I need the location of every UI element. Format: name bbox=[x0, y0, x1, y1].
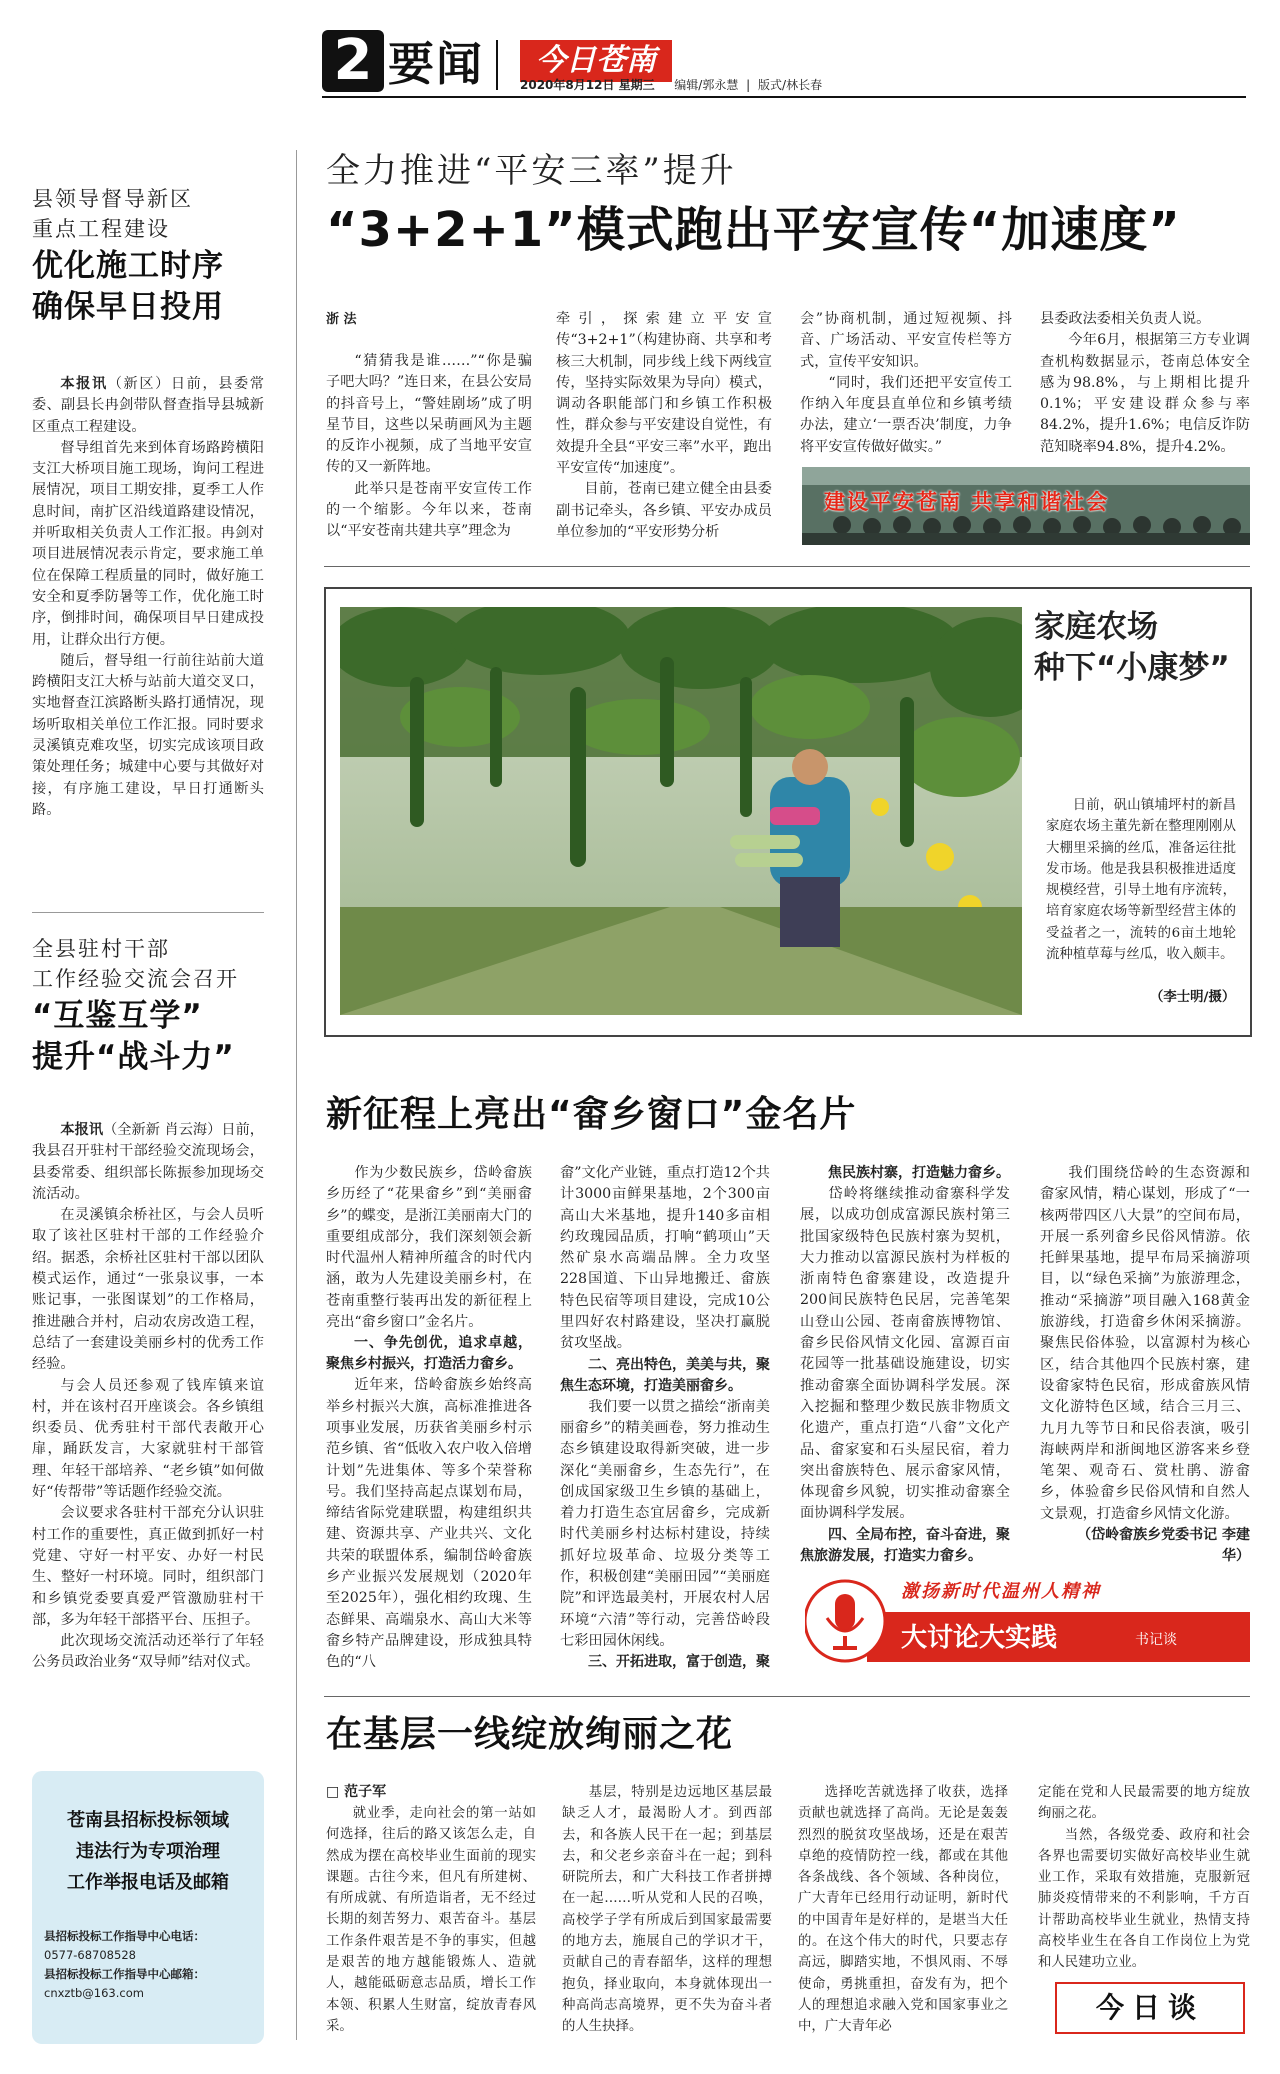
section-divider bbox=[324, 1696, 1250, 1697]
main-col-3 bbox=[800, 309, 1012, 458]
header-rule bbox=[322, 96, 1246, 98]
story3-col-4 bbox=[1038, 1782, 1250, 1974]
headline-line: 提升“战斗力” bbox=[32, 1039, 235, 1075]
story2-col-3 bbox=[800, 1163, 1010, 1567]
byline: 浙 法 bbox=[326, 312, 357, 327]
forum-line1: 激扬新时代温州人精神 bbox=[901, 1581, 1101, 1602]
page-number: 2 bbox=[322, 30, 384, 92]
paragraph: 会议要求各驻村干部充分认识驻村工作的重要性，真正做到抓好一村党建、守好一村平安、办好一村民生、整好一村环境。同时，组织部门和乡镇党委要真爱严管激励驻村干部，多为年轻干部搭平台、压担子。 bbox=[32, 1505, 264, 1628]
lead-tag: 本报讯 bbox=[60, 1122, 104, 1138]
byline: □ 范子军 bbox=[326, 1784, 387, 1800]
lead-tag: 本报讯 bbox=[60, 376, 108, 392]
title-line: 家庭农场 bbox=[1034, 609, 1158, 645]
section-name: 要闻 bbox=[388, 37, 484, 91]
paragraph: 随后，督导组一行前往站前大道跨横阳支江大桥与站前大道交叉口，实地督查江滨路断头路打通情况，现场听取相关单位工作汇报。同时要求灵溪镇克难攻坚，切实完成该项目政策处理任务；城建中心要与其做好对接，有序施工建设，早日打通断头路。 bbox=[32, 652, 264, 818]
paragraph: 我们围绕岱岭的生态资源和畲家风情，精心谋划，形成了“一核两带四区八大景”的空间布局，开展一系列畲乡民俗风情游。依托鲜果基地，提早布局采摘游项目，以“绿色采摘”为旅游理念，推动“采摘游”项目融入168黄金旅游线，打造畲乡休闲采摘游。聚焦民俗体验，以富源村为核心区，结合其他四个民族村寨，建设畲家特色民宿，形成畲族风情文化游特色区域，结合三月三、九月九等节日和民俗表演，吸引海峡两岸和浙闽地区游客来乡登笔架、观奇石、赏杜鹃、游畲乡，体验畲乡民俗风情和自然人文景观，打造畲乡风情文化游。 bbox=[1040, 1165, 1250, 1522]
main-kicker: 全力推进“平安三率”提升 bbox=[326, 151, 737, 191]
lead-source: （全新新 肖云海） bbox=[103, 1122, 222, 1138]
paragraph: 近年来，岱岭畲族乡始终高举乡村振兴大旗，高标准推进各项事业发展，历获省美丽乡村示范乡镇、省“低收入农户收入倍增计划”先进集体、等多个荣誉称号。我们坚持高起点谋划布局，缔结省际党建联盟，构建组织共建、资源共享、产业共兴、文化共荣的联盟体系，编制岱岭畲族乡产业振兴发展规划（2020年至2025年），强化相约玫瑰、生态鲜果、高端泉水、高山大米等畲乡特产品牌建设，形成独具特色的“八 bbox=[326, 1377, 532, 1671]
headline-line: 确保早日投用 bbox=[32, 289, 224, 325]
kicker-line: 县领导督导新区 bbox=[32, 187, 193, 211]
paragraph: 我们要一以贯之描绘“浙南美丽畲乡”的精美画卷，努力推动生态乡镇建设取得新突破，进一步深化“美丽畲乡，生态先行”，在创成国家级卫生乡镇的基础上，着力打造生态宜居畲乡，完成新时代美丽乡村达标村建设，持续抓好垃圾革命、垃圾分类等工作，积极创建“美丽田园”“美丽庭院”和评选最美村，开展农村人居环境“六清”等行动，完善岱岭段七彩田园休闲线。 bbox=[560, 1398, 770, 1649]
left-story2-headline bbox=[32, 996, 264, 1078]
column-rule bbox=[296, 150, 297, 2040]
main-title: “3+2+1”模式跑出平安宣传“加速度” bbox=[326, 202, 1181, 258]
paragraph: 选择吃苦就选择了收获，选择贡献也就选择了高尚。无论是轰轰烈烈的脱贫攻坚战场，还是在艰苦卓绝的疫情防控一线，都或在其他各条战线、各个领域、各种岗位，广大青年已经用行动证明，新时代的中国青年是好样的，是堪当大任的。在这个伟大的时代，只要志存高远，脚踏实地，不惧风雨、不辱使命，勇挑重担，奋发有为，把个人的理想追求融入党和国家事业之中，广大青年必 bbox=[798, 1785, 1008, 2035]
phone-number[interactable]: 0577-68708528 bbox=[44, 1948, 136, 1962]
kicker-line: 工作经验交流会召开 bbox=[32, 967, 239, 991]
paragraph: 县委政法委相关负责人说。 bbox=[1040, 311, 1211, 327]
story2-col-1 bbox=[326, 1163, 532, 1674]
box-title: 苍南县招标投标领域 bbox=[67, 1810, 229, 1831]
forum-tag: 书记谈 bbox=[1135, 1632, 1177, 1648]
paragraph: 定能在党和人民最需要的地方绽放绚丽之花。 bbox=[1038, 1785, 1250, 1822]
email-address[interactable]: cnxztb@163.com bbox=[44, 1986, 144, 2000]
paragraph: “同时，我们还把平安宣传工作纳入年度县直单位和乡镇考绩办法，建立‘一票否决’制度，力争将平安宣传做好做实。” bbox=[800, 374, 1012, 455]
lead-source: （新区） bbox=[107, 376, 171, 392]
paragraph: 畲”文化产业链，重点打造12个共计3000亩鲜果基地，2个300亩高山大米基地，提升140多亩相约玫瑰园品质，打响“鹤项山”天然矿泉水高端品牌。全力攻坚228国道、下山异地搬迁、畲族特色民宿等项目建设，完成10公里四好农村路建设，坚决打赢脱贫攻坚战。 bbox=[560, 1165, 770, 1352]
photo-credit: （李士明/摄） bbox=[1150, 989, 1236, 1005]
story2-col-4 bbox=[1040, 1163, 1250, 1567]
box-title: 工作举报电话及邮箱 bbox=[67, 1872, 229, 1893]
paragraph: 督导组首先来到体育场路跨横阳支江大桥项目施工现场，询问工程进展情况，项目工期安排，夏季工人作息时间，南扩区沿线道路建设情况，并听取相关负责人工作汇报。冉剑对项目进展情况表示肯定，要求施工单位在保障工程质量的同时，做好施工安全和夏季防暑等工作，优化施工时序，倒排时间，确保项目早日建成投用，让群众出行方便。 bbox=[32, 439, 264, 648]
paragraph: 在灵溪镇余桥社区，与会人员听取了该社区驻村干部的工作经验介绍。据悉，余桥社区驻村干部以团队模式运作，通过“一张泉议事，一本账记事，一张图谋划”的工作格局，推进融合并村，启动农房改造工程，总结了一套建设美丽乡村的优秀工作经验。 bbox=[32, 1207, 264, 1373]
section-divider bbox=[324, 566, 1250, 567]
paragraph: 与会人员还参观了钱库镇来谊村，并在该村召开座谈会。各乡镇组织委员、优秀驻村干部代表敞开心扉，踊跃发言，大家就驻村干部管理、年轻干部培养、“老乡镇”如何做好“传帮带”等话题作经验交流。 bbox=[32, 1377, 264, 1501]
farm-feature-title bbox=[1034, 607, 1230, 689]
paragraph: 会”协商机制，通过短视频、抖音、广场活动、平安宣传栏等方式，宣传平安知识。 bbox=[800, 311, 1012, 370]
paragraph: 牵引，探索建立平安宣传“3+2+1”（构建协商、共享和考核三大机制，同步线上线下两线宣传，坚持实际效果为导向）模式，调动各职能部门和乡镇工作积极性，群众参与平安建设自觉性，有效提升全县“平安三率”水平，跑出平安宣传“加速度”。 bbox=[556, 311, 772, 477]
farm-caption: 日前，矾山镇埔坪村的新昌家庭农场主董先新在整理刚刚从大棚里采摘的丝瓜，准备运往批发市场。他是我县积极推进适度规模经营，引导土地有序流转，培育家庭农场等新型经营主体的受益者之一，流转的6亩土地轮流种植草莓与丝瓜，收入颇丰。 bbox=[1046, 798, 1236, 963]
badge-text: 今日谈 bbox=[1095, 1991, 1204, 2024]
left-story1-headline bbox=[32, 246, 264, 328]
kicker-line: 全县驻村干部 bbox=[32, 937, 170, 961]
left-story1-body bbox=[32, 374, 264, 821]
story3-col-2 bbox=[562, 1782, 772, 2038]
paragraph: 目前，苍南已建立健全由县委副书记牵头，各乡镇、平安办成员单位参加的“平安形势分析 bbox=[556, 481, 772, 540]
signoff: （岱岭畲族乡党委书记 李建华） bbox=[1077, 1527, 1250, 1565]
story2-title: 新征程上亮出“畲乡窗口”金名片 bbox=[326, 1094, 857, 1135]
headline-line: 优化施工时序 bbox=[32, 248, 224, 284]
subhead: 一、争先创优，追求卓越，聚焦乡村振兴，打造活力畲乡。 bbox=[326, 1335, 532, 1373]
header-meta: 2020年8月12日 星期三 编辑/郭永慧 | 版式/林长春 bbox=[520, 78, 823, 92]
paragraph: “猜猜我是谁……”“你是骗子吧大吗？”连日来，在县公安局的抖音号上，“警娃剧场”成了明星节目，这些以呆萌画风为主题的反诈小视频，成了当地平安宣传的又一新阵地。 bbox=[326, 353, 532, 476]
banner-slogan: 建设平安苍南 共享和谐社会 bbox=[824, 490, 1110, 514]
header-divider bbox=[496, 40, 498, 90]
loofah-farm-image bbox=[340, 607, 1022, 1015]
layout-editor: 版式/林长春 bbox=[758, 78, 823, 92]
kicker-line: 重点工程建设 bbox=[32, 217, 170, 241]
story3-col-1 bbox=[326, 1782, 536, 2037]
left-story1-kicker bbox=[32, 184, 264, 244]
main-col-4 bbox=[1040, 309, 1250, 458]
paragraph: 此次现场交流活动还举行了年轻公务员政治业务“双导师”结对仪式。 bbox=[32, 1633, 264, 1671]
paragraph: 作为少数民族乡，岱岭畲族乡历经了“花果畲乡”到“美丽畲乡”的蝶变，是浙江美丽南大门的重要组成部分，我们深刻领会新时代温州人精神所蕴含的时代内涵，敢为人先建设美丽乡村，在苍南重整行装再出发的新征程上亮出“畲乡窗口”金名片。 bbox=[326, 1165, 532, 1331]
phone-label: 县招标投标工作指导中心电话： bbox=[44, 1929, 205, 1943]
editor: 编辑/郭永慧 bbox=[674, 78, 739, 92]
report-hotline-box bbox=[32, 1771, 264, 2044]
paragraph: 日前，县委常委、副县长冉剑带队督查指导县城新区重点工程建设。 bbox=[32, 376, 264, 435]
paragraph: 此举只是苍南平安宣传工作的一个缩影。今年以来，苍南以“平安苍南共建共享”理念为 bbox=[326, 480, 532, 540]
today-talk-badge bbox=[1055, 1982, 1245, 2034]
forum-badge bbox=[805, 1572, 1250, 1670]
forum-line2: 大讨论大实践 bbox=[901, 1623, 1058, 1653]
paragraph: 基层，特别是边远地区基层最缺乏人才，最渴盼人才。到西部去，和各族人民干在一起；到基层去，和父老乡亲奋斗在一起；到科研院所去，和广大科技工作者拼搏在一起……听从党和人民的召唤，高校学子学有所成后到国家最需要的地方去，施展自己的学识才干，贡献自己的青春韶华，这样的理想抱负，择业取向，本身就体现出一种高尚志高境界，更不失为奋斗者的人生抉择。 bbox=[562, 1785, 772, 2035]
brand-logo: 今日苍南 bbox=[520, 40, 672, 82]
paragraph: 日前，我县召开驻村干部经验交流现场会，县委常委、组织部长陈振参加现场交流活动。 bbox=[32, 1122, 264, 1202]
subhead: 四、全局布控，奋斗奋进，聚焦旅游发展，打造实力畲乡。 bbox=[800, 1526, 1010, 1564]
paragraph: 就业季，走向社会的第一站如何选择，往后的路又该怎么走，自然成为摆在高校毕业生面前的现实课题。古往今来，但凡有所建树、有所成就、有所造诣者，无不经过长期的刻苦努力、艰苦奋斗。基层工作条件艰苦是不争的事实，但越是艰苦的地方越能锻炼人、造就人，越能砥砺意志品质，增长工作本领、积累人生财富，绽放青春风采。 bbox=[326, 1806, 536, 2034]
story2-col-2 bbox=[560, 1163, 770, 1673]
title-line: 种下“小康梦” bbox=[1034, 650, 1230, 686]
paragraph: 今年6月，根据第三方专业调查机构数据显示，苍南总体安全感为98.8%，与上期相比提升0.1%；平安建设群众参与率84.2%，提升1.6%；电信反诈防范知晓率94.8%，提升4.2%。 bbox=[1040, 332, 1250, 455]
main-col-1 bbox=[326, 309, 532, 543]
safety-slogan-photo bbox=[802, 467, 1250, 545]
headline-line: “互鉴互学” bbox=[32, 998, 203, 1034]
left-story2-body bbox=[32, 1120, 264, 1674]
subhead: 三、开拓进取，富于创造，聚 bbox=[588, 1654, 770, 1671]
left-divider bbox=[32, 912, 264, 913]
email-label: 县招标投标工作指导中心邮箱： bbox=[44, 1967, 205, 1981]
left-story2-kicker bbox=[32, 934, 264, 994]
box-title: 违法行为专项治理 bbox=[76, 1841, 220, 1862]
paragraph: 当然，各级党委、政府和社会各界也需要切实做好高校毕业生就业工作，采取有效措施，克服新冠肺炎疫情带来的不利影响，千方百计帮助高校毕业生就业，热情支持高校毕业生在各自工作岗位上为党和人民建功立业。 bbox=[1038, 1827, 1250, 1971]
subhead: 二、亮出特色，美美与共，聚焦生态环境，打造美丽畲乡。 bbox=[560, 1356, 770, 1394]
main-col-2 bbox=[556, 309, 772, 543]
story3-col-3 bbox=[798, 1782, 1008, 2038]
paragraph: 岱岭将继续推动畲寨科学发展，以成功创成富源民族村第三批国家级特色民族村寨为契机，大力推动以富源民族村为样板的浙南特色畲寨建设，改造提升200间民族特色民居，完善笔架山登山公园、苍南畲族博物馆、畲乡民俗风情文化园、富源百亩花园等一批基础设施建设，切实推动畲寨全面协调科学发展。深入挖掘和整理少数民族非物质文化遗产，重点打造“八畲”文化产品、畲家宴和石头屋民宿，着力突出畲族特色、展示畲家风情，体现畲乡风貌，切实推动畲寨全面协调科学发展。 bbox=[800, 1186, 1010, 1522]
farm-photo bbox=[340, 607, 1022, 1015]
issue-date: 2020年8月12日 星期三 bbox=[520, 78, 655, 92]
subhead: 焦民族村寨，打造魅力畲乡。 bbox=[828, 1165, 1010, 1181]
story3-title: 在基层一线绽放绚丽之花 bbox=[326, 1714, 734, 1755]
